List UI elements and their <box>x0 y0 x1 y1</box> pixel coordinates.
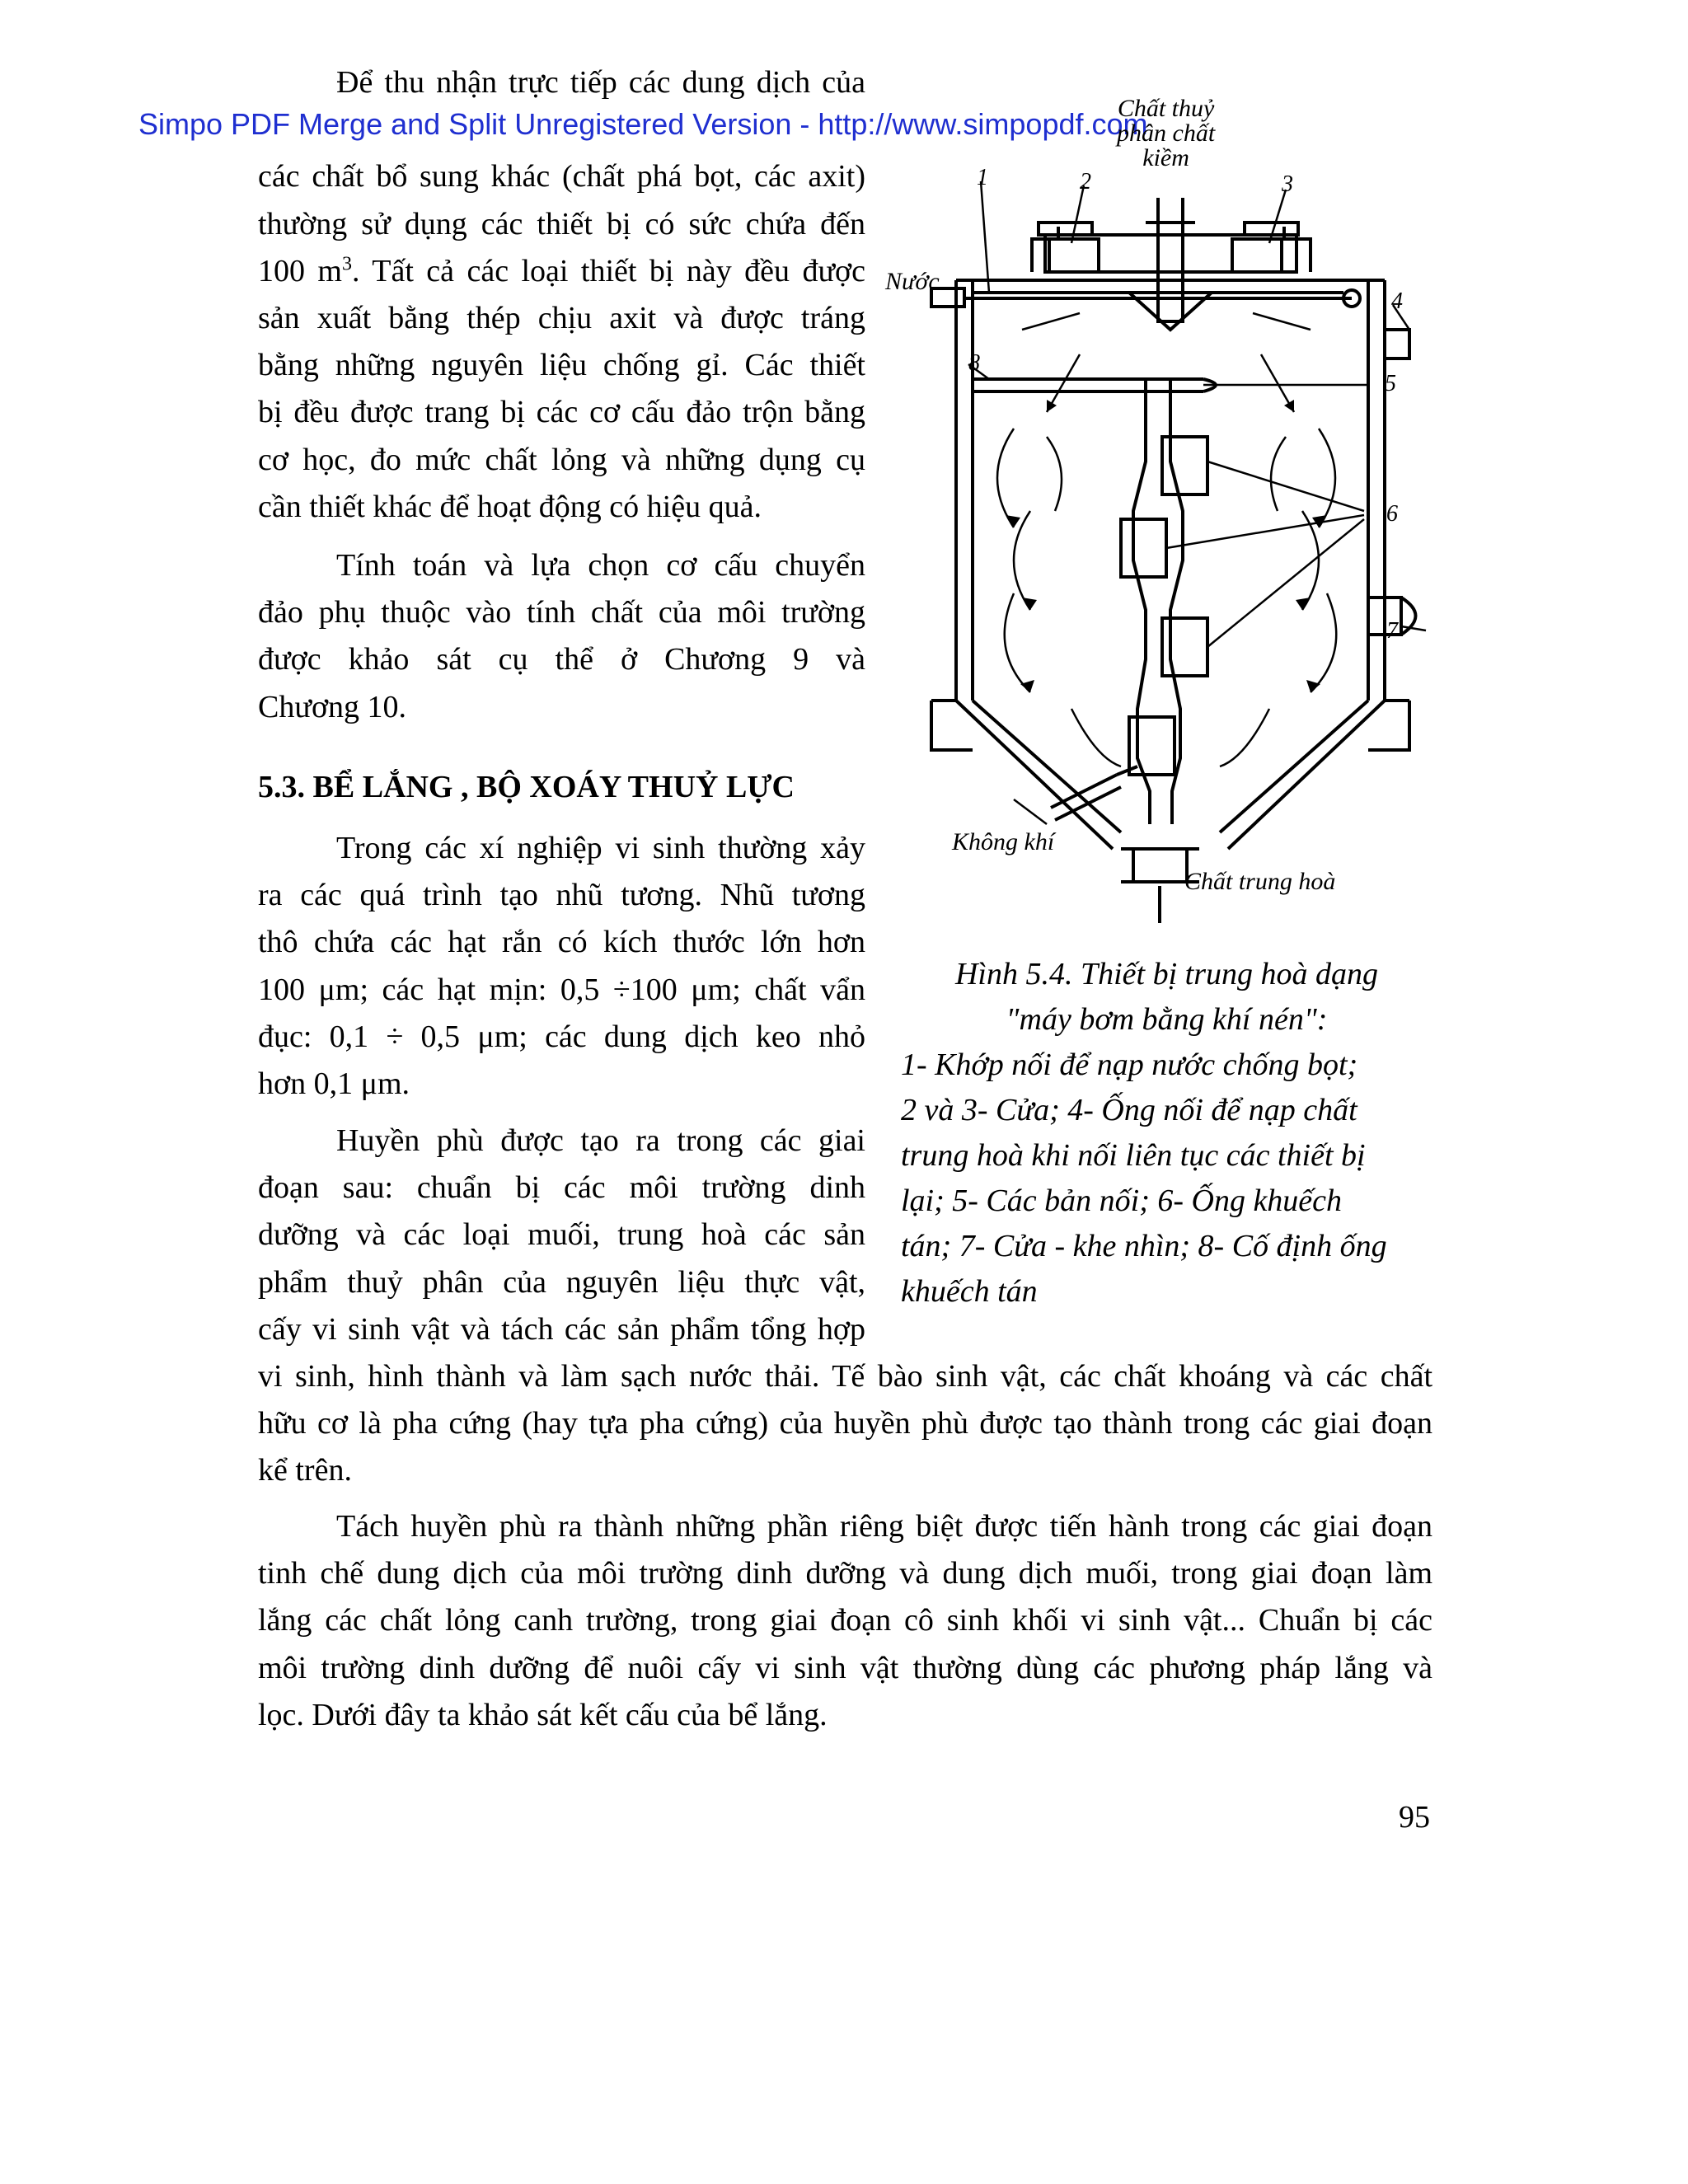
caption-line: 2 và 3- Cửa; 4- Ống nối để nạp chất <box>901 1093 1357 1127</box>
label-line: phân chất <box>1117 120 1216 147</box>
label-air: Không khí <box>952 828 1055 855</box>
paragraph-3 <box>258 825 865 1108</box>
callout-7: 7 <box>1386 618 1398 644</box>
text-line: phẩm thuỷ phân của nguyên liệu thực vật, <box>258 1264 865 1300</box>
caption-line: trung hoà khi nối liên tục các thiết bị <box>901 1138 1366 1173</box>
text-line: đoạn sau: chuẩn bị các môi trường dinh <box>258 1170 865 1206</box>
text-line: thô chứa các hạt rắn có kích thước lớn hơn <box>258 925 865 960</box>
neutralizer-diagram <box>882 82 1442 923</box>
page-number: 95 <box>1399 1800 1430 1835</box>
text-fragment: . Tất cả các loại thiết bị này đều được <box>352 253 866 288</box>
callout-6: 6 <box>1386 501 1398 527</box>
section-heading: 5.3. BỂ LẮNG , BỘ XOÁY THUỶ LỰC <box>258 770 795 804</box>
callout-8: 8 <box>968 350 980 376</box>
text-line: Tính toán và lựa chọn cơ cấu chuyển <box>336 548 865 583</box>
text-line: ra các quá trình tạo nhũ tương. Nhũ tương <box>258 878 865 913</box>
text-line: lắng các chất lỏng canh trường, trong giai đoạn cô sinh khối vi sinh vật... Chuẩn bị các <box>258 1603 1432 1638</box>
text-line: bằng những nguyên liệu chống gỉ. Các thiết <box>258 348 865 383</box>
text-line: các chất bổ sung khác (chất phá bọt, các axit) <box>258 159 865 194</box>
text-fragment: 100 m <box>258 253 342 288</box>
text-line: Huyền phù được tạo ra trong các giai <box>336 1123 865 1158</box>
caption-line: 1- Khớp nối để nạp nước chống bọt; <box>901 1047 1358 1082</box>
label-neutralized-output: Chất trung hoà <box>1184 868 1336 895</box>
callout-1: 1 <box>977 165 988 190</box>
label-water: Nước <box>885 268 940 295</box>
callout-3: 3 <box>1282 171 1293 197</box>
callout-4: 4 <box>1391 288 1403 314</box>
text-line: Để thu nhận trực tiếp các dung dịch của <box>336 65 865 100</box>
text-line: cơ học, đo mức chất lỏng và những dụng cụ <box>258 442 865 477</box>
caption-title-line: "máy bơm bằng khí nén": <box>1006 1002 1328 1037</box>
text-line: kể trên. <box>258 1453 352 1488</box>
text-line: Trong các xí nghiệp vi sinh thường xảy <box>336 831 865 865</box>
paragraph-2 <box>258 542 865 731</box>
text-line: đục: 0,1 ÷ 0,5 μm; các dung dịch keo nhỏ <box>258 1019 865 1054</box>
text-line: thường sử dụng các thiết bị có sức chứa đến <box>258 206 865 241</box>
caption-line: lại; 5- Các bản nối; 6- Ống khuếch <box>901 1183 1343 1218</box>
caption-title-line: Hình 5.4. Thiết bị trung hoà dạng <box>954 957 1379 991</box>
text-line: hữu cơ là pha cứng (hay tựa pha cứng) của huyền phù được tạo thành trong các giai đoạn <box>258 1406 1432 1441</box>
intro-paragraph <box>258 59 865 531</box>
text-line: đảo phụ thuộc vào tính chất của môi trường <box>258 595 865 630</box>
paragraph-5 <box>258 1503 1432 1739</box>
text-line: cần thiết khác để hoạt động có hiệu quả. <box>258 489 762 524</box>
text-line: cấy vi sinh vật và tách các sản phẩm tổng hợp <box>258 1311 865 1347</box>
text-line: Tách huyền phù ra thành những phần riêng biệt được tiến hành trong các giai đoạn <box>336 1509 1432 1544</box>
caption-line: tán; 7- Cửa - khe nhìn; 8- Cố định ống <box>901 1229 1387 1263</box>
text-line: bị đều được trang bị các cơ cấu đảo trộn bằng <box>258 395 865 430</box>
text-line: lọc. Dưới đây ta khảo sát kết cấu của bể lắng. <box>258 1697 828 1732</box>
callout-5: 5 <box>1385 371 1396 396</box>
text-line <box>258 248 865 295</box>
figure-caption <box>901 952 1432 1315</box>
text-line: hơn 0,1 μm. <box>258 1066 410 1102</box>
caption-line: khuếch tán <box>901 1274 1038 1309</box>
label-alkali-hydrolysate <box>1117 96 1215 171</box>
label-line: Chất thuỷ <box>1117 95 1215 122</box>
text-line: tinh chế dung dịch của môi trường dinh dưỡng và dung dịch muối, trong giai đoạn làm <box>258 1556 1432 1591</box>
text-line: 100 μm; các hạt mịn: 0,5 ÷100 μm; chất vẩn <box>258 972 865 1007</box>
text-line: dưỡng và các loại muối, trung hoà các sản <box>258 1217 865 1253</box>
text-line: được khảo sát cụ thể ở Chương 9 và <box>258 642 865 677</box>
superscript: 3 <box>342 253 352 275</box>
text-line: vi sinh, hình thành và làm sạch nước thải. Tế bào sinh vật, các chất khoáng và các chất <box>258 1359 1432 1394</box>
pdf-watermark: Simpo PDF Merge and Split Unregistered Version - http://www.simpopdf.com <box>138 107 1148 141</box>
figure-5-4 <box>882 82 1442 923</box>
text-line: Chương 10. <box>258 689 407 724</box>
callout-2: 2 <box>1080 169 1091 194</box>
text-line: sản xuất bằng thép chịu axit và được tráng <box>258 301 865 336</box>
label-line: kiềm <box>1142 144 1189 171</box>
text-line: môi trường dinh dưỡng để nuôi cấy vi sinh vật thường dùng các phương pháp lắng và <box>258 1650 1432 1685</box>
